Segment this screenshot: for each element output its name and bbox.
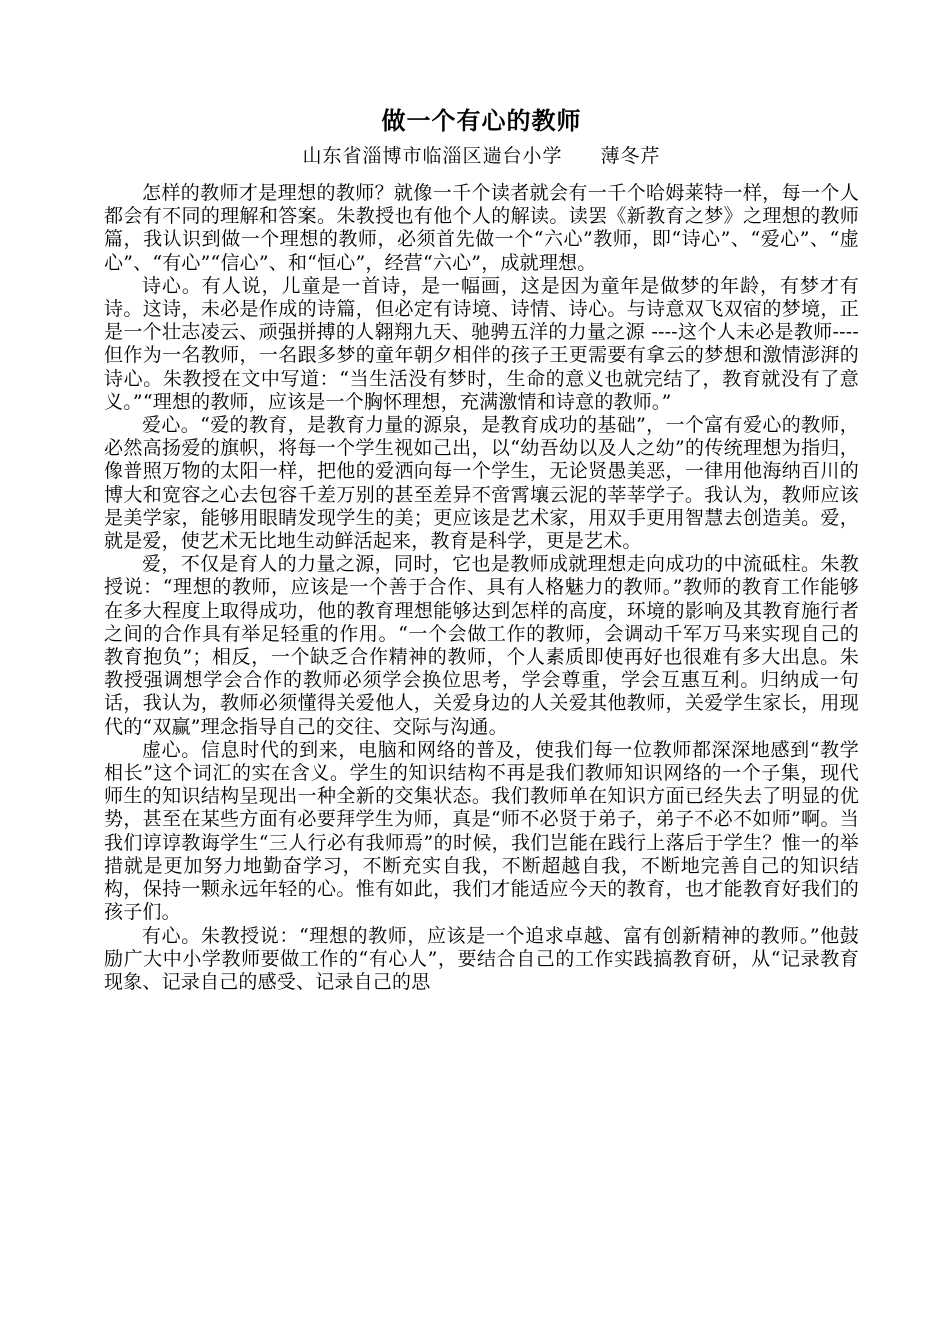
byline bbox=[104, 142, 859, 170]
document-page bbox=[104, 104, 859, 994]
author-name: 薄冬芹 bbox=[600, 145, 661, 167]
paragraph-attentive-heart: 有心。朱教授说：“理想的教师，应该是一个追求卓越、富有创新精神的教师。”他鼓励广大中小学教师要做工作的“有心人”，要结合自己的工作实践搞教育研，从“记录教育现象、记录自己的感受、记录自己的思 bbox=[104, 924, 859, 993]
paragraph-intro: 怎样的教师才是理想的教师？就像一千个读者就会有一千个哈姆莱特一样，每一个人都会有不同的理解和答案。朱教授也有他个人的解读。读罢《新教育之梦》之理想的教师篇，我认识到做一个理想的教师，必须首先做一个“六心”教师，即“诗心”、“爱心”、“虚心”、“有心”“信心”、和“恒心”，经营“六心”，成就理想。 bbox=[104, 182, 859, 274]
author-school: 山东省淄博市临淄区遄台小学 bbox=[302, 145, 563, 167]
document-body bbox=[104, 182, 859, 994]
paragraph-cooperation: 爱，不仅是育人的力量之源，同时，它也是教师成就理想走向成功的中流砥柱。朱教授说：“理想的教师，应该是一个善于合作、具有人格魅力的教师。”教师的教育工作能够在多大程度上取得成功，他的教育理想能够达到怎样的高度，环境的影响及其教育施行者之间的合作具有举足轻重的作用。“一个会做工作的教师，会调动千军万马来实现自己的教育抱负”；相反，一个缺乏合作精神的教师，个人素质即使再好也很难有多大出息。朱教授强调想学会合作的教师必须学会换位思考，学会尊重，学会互惠互利。归纳成一句话，我认为，教师必须懂得关爱他人，关爱身边的人关爱其他教师，关爱学生家长，用现代的“双赢”理念指导自己的交往、交际与沟通。 bbox=[104, 553, 859, 738]
paragraph-humble-heart: 虚心。信息时代的到来，电脑和网络的普及，使我们每一位教师都深深地感到“教学相长”这个词汇的实在含义。学生的知识结构不再是我们教师知识网络的一个子集，现代师生的知识结构呈现出一种全新的交集状态。我们教师单在知识方面已经失去了明显的优势，甚至在某些方面有必要拜学生为师，真是“师不必贤于弟子，弟子不必不如师”啊。当我们谆谆教诲学生“三人行必有我师焉”的时候，我们岂能在践行上落后于学生？惟一的举措就是更加努力地勤奋学习，不断充实自我，不断超越自我，不断地完善自己的知识结构，保持一颗永远年轻的心。惟有如此，我们才能适应今天的教育，也才能教育好我们的孩子们。 bbox=[104, 738, 859, 924]
paragraph-loving-heart: 爱心。“爱的教育，是教育力量的源泉，是教育成功的基础”，一个富有爱心的教师，必然高扬爱的旗帜，将每一个学生视如己出，以“幼吾幼以及人之幼”的传统理想为指归，像普照万物的太阳一样，把他的爱洒向每一个学生，无论贤愚美恶，一律用他海纳百川的博大和宽容之心去包容千差万别的甚至差异不啻霄壤云泥的莘莘学子。我认为，教师应该是美学家，能够用眼睛发现学生的美；更应该是艺术家，用双手更用智慧去创造美。爱，就是爱，使艺术无比地生动鲜活起来，教育是科学，更是艺术。 bbox=[104, 414, 859, 553]
document-title: 做一个有心的教师 bbox=[381, 106, 582, 135]
paragraph-poetic-heart: 诗心。有人说，儿童是一首诗，是一幅画，这是因为童年是做梦的年龄，有梦才有诗。这诗，未必是作成的诗篇，但必定有诗境、诗情、诗心。与诗意双飞双宿的梦境，正是一个壮志凌云、顽强拼搏的人翱翔九天、驰骋五洋的力量之源 ----这个人未必是教师----但作为一名教师，一名跟多梦的童年朝夕相伴的孩子王更需要有拿云的梦想和激情澎湃的诗心。朱教授在文中写道：“当生活没有梦时，生命的意义也就完结了，教育就没有了意义。”“理想的教师，应该是一个胸怀理想，充满激情和诗意的教师。” bbox=[104, 274, 859, 413]
